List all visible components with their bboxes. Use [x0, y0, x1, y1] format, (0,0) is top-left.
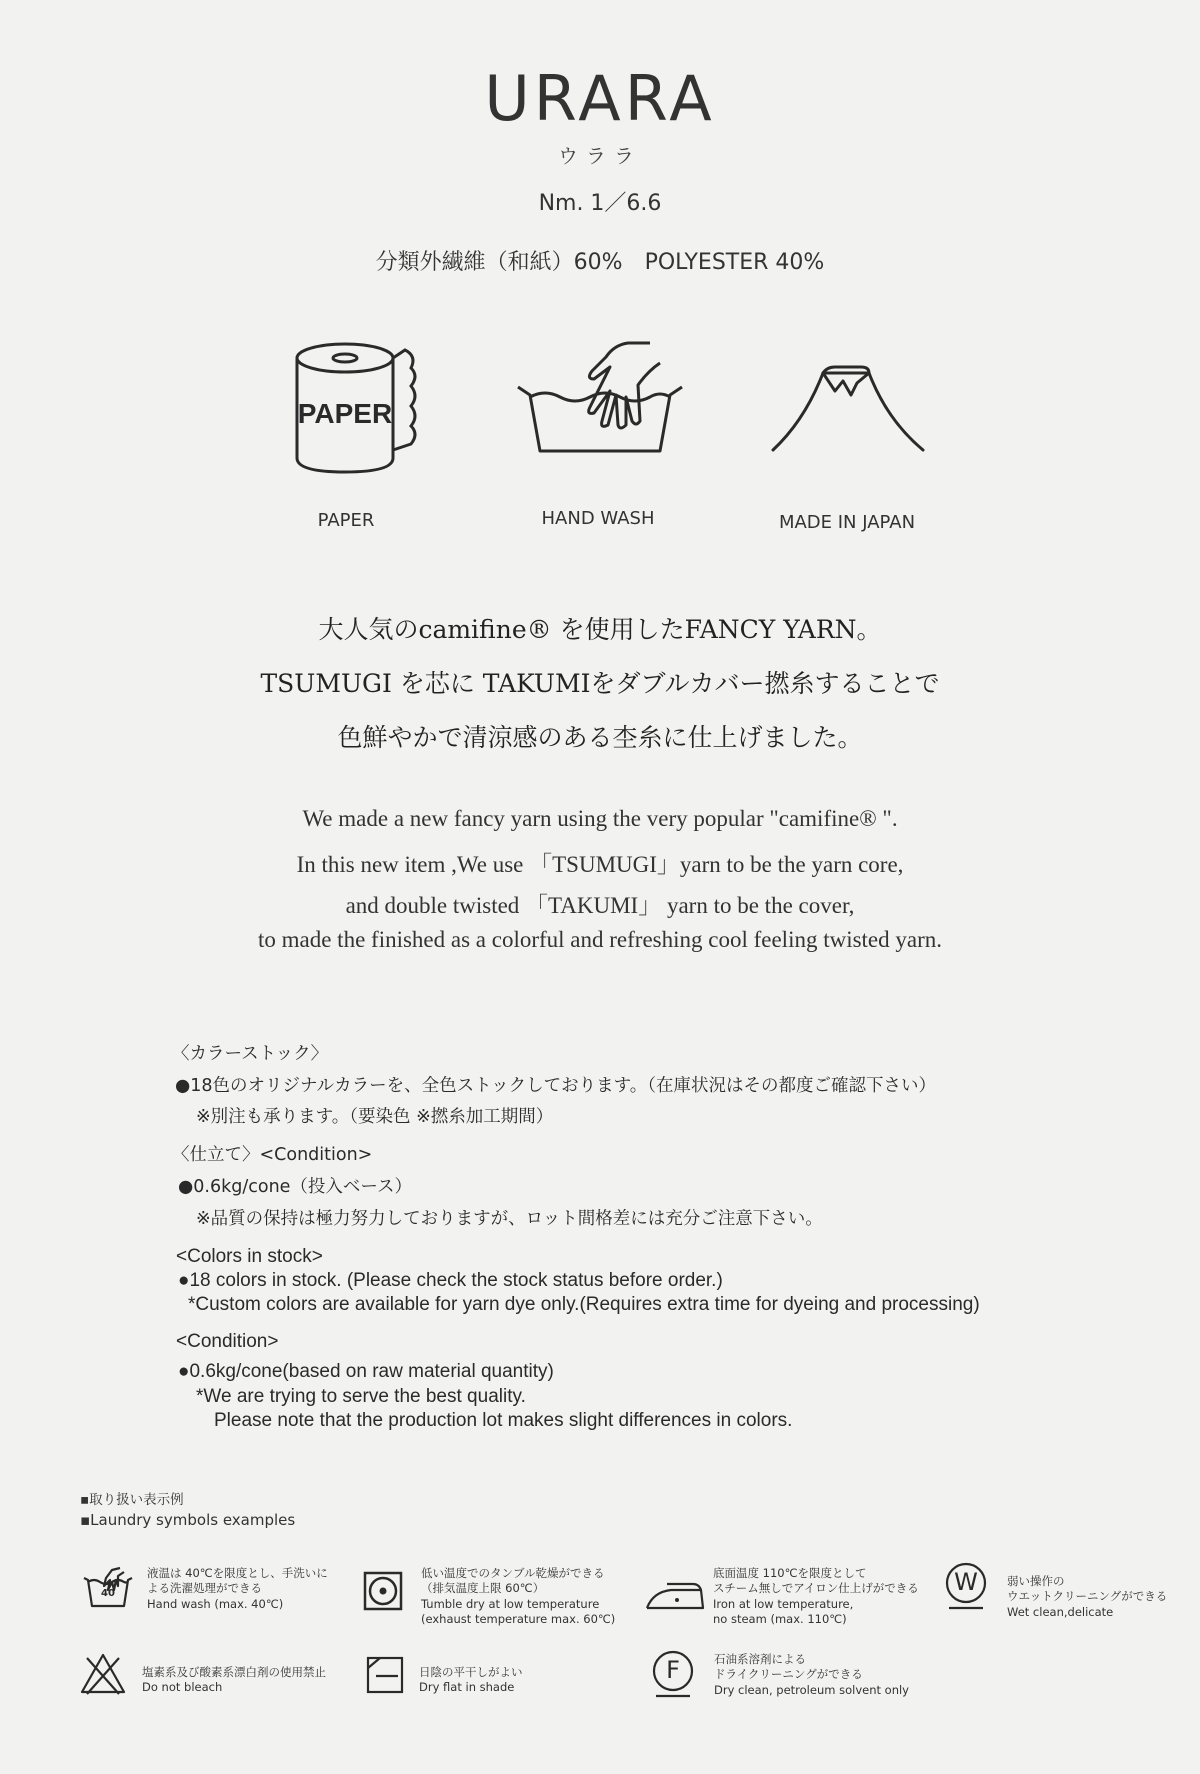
wet-clean-icon: [943, 1562, 989, 1612]
description-en-line-2: In this new item ,We use 「TSUMUGI」yarn to be the yarn core,: [296, 852, 904, 877]
condition-heading-en: <Condition>: [176, 1331, 279, 1352]
care-dry-flat-en-1: Dry flat in shade: [419, 1680, 515, 1694]
description-jp-line-3: 色鮮やかで清涼感のある杢糸に仕上げました。: [337, 723, 863, 752]
paper-roll-icon-text: PAPER: [297, 398, 393, 429]
condition-line-2-jp: ※品質の保持は極力努力しておりますが、ロット間格差には充分ご注意下さい。: [196, 1209, 823, 1229]
dry-clean-f-icon-text: F: [666, 1656, 680, 1684]
care-hand-wash-en-1: Hand wash (max. 40℃): [147, 1597, 284, 1611]
condition-line-2-en: *We are trying to serve the best quality.: [196, 1386, 526, 1407]
feature-label-made-in-japan: MADE IN JAPAN: [778, 512, 916, 533]
care-iron-en-2: no steam (max. 110℃): [713, 1612, 847, 1626]
wet-clean-icon-text: W: [954, 1568, 978, 1596]
mount-fuji-icon: [765, 345, 935, 465]
paper-roll-icon: [285, 330, 445, 490]
care-dry-clean-jp-2: ドライクリーニングができる: [714, 1667, 863, 1681]
description-jp-line-1: 大人気のcamifine® を使用したFANCY YARN。: [318, 615, 882, 644]
dry-flat-shade-icon: [366, 1656, 404, 1694]
color-stock-line-1-en: ●18 colors in stock. (Please check the stock status before order.): [178, 1270, 723, 1291]
care-iron-jp-2: スチーム無しでアイロン仕上げができる: [713, 1581, 919, 1595]
laundry-heading-jp: ▪取り扱い表示例: [80, 1492, 184, 1508]
description-jp-line-2: TSUMUGI を芯に TAKUMIをダブルカバー撚糸することで: [260, 669, 940, 698]
description-en-line-1: We made a new fancy yarn using the very popular "camifine® ".: [302, 806, 898, 831]
feature-label-paper: PAPER: [317, 510, 375, 531]
dry-clean-f-icon: [650, 1650, 696, 1700]
description-en-line-4: to made the finished as a colorful and refreshing cool feeling twisted yarn.: [257, 927, 943, 952]
iron-low-icon: [645, 1578, 707, 1612]
care-iron-jp-1: 底面温度 110℃を限度として: [713, 1566, 867, 1580]
laundry-heading-en: ▪Laundry symbols examples: [80, 1511, 296, 1529]
care-dry-clean-jp-1: 石油系溶剤による: [714, 1652, 806, 1666]
description-en-line-3: and double twisted 「TAKUMI」 yarn to be the cover,: [345, 893, 855, 918]
condition-heading-jp: 〈仕立て〉<Condition>: [172, 1145, 373, 1165]
color-stock-heading-en: <Colors in stock>: [176, 1246, 323, 1267]
feature-label-hand-wash: HAND WASH: [541, 508, 655, 529]
care-iron-en-1: Iron at low temperature,: [713, 1597, 854, 1611]
care-no-bleach-en-1: Do not bleach: [142, 1680, 223, 1694]
product-title: URARA: [484, 62, 716, 135]
care-dry-flat-jp-1: 日陰の平干しがよい: [419, 1665, 523, 1679]
condition-line-3-en: Please note that the production lot makes slight differences in colors.: [214, 1410, 793, 1431]
tumble-dry-low-icon: [363, 1571, 403, 1611]
care-tumble-dry-jp-2: （排気温度上限 60℃）: [421, 1581, 545, 1595]
care-dry-clean-en-1: Dry clean, petroleum solvent only: [714, 1683, 909, 1697]
do-not-bleach-icon: [79, 1652, 127, 1696]
color-stock-line-2-en: *Custom colors are available for yarn dye only.(Requires extra time for dyeing and processing): [188, 1294, 980, 1315]
care-wet-clean-jp-1: 弱い操作の: [1007, 1574, 1065, 1588]
care-tumble-dry-en-1: Tumble dry at low temperature: [421, 1597, 600, 1611]
fiber-composition: 分類外繊維（和紙）60% POLYESTER 40%: [375, 250, 825, 275]
condition-line-1-jp: ●0.6kg/cone（投入ベース）: [178, 1177, 413, 1197]
color-stock-line-2-jp: ※別注も承ります。（要染色 ※撚糸加工期間）: [196, 1107, 554, 1127]
care-wet-clean-jp-2: ウエットクリーニングができる: [1007, 1589, 1168, 1603]
hand-wash-40-icon-text: 40: [101, 1588, 115, 1599]
product-title-kana: ウララ: [558, 144, 642, 168]
care-hand-wash-jp-1: 液温は 40℃を限度とし、手洗いに: [147, 1566, 328, 1580]
care-tumble-dry-en-2: (exhaust temperature max. 60℃): [421, 1612, 616, 1626]
care-no-bleach-jp-1: 塩素系及び酸素系漂白剤の使用禁止: [142, 1665, 326, 1679]
hand-wash-icon: [510, 335, 690, 465]
color-stock-line-1-jp: ●18色のオリジナルカラーを、全色ストックしております。（在庫状況はその都度ご確認下さい）: [175, 1076, 936, 1096]
care-wet-clean-en-1: Wet clean,delicate: [1007, 1605, 1114, 1619]
condition-line-1-en: ●0.6kg/cone(based on raw material quantity): [178, 1361, 554, 1382]
color-stock-heading-jp: 〈カラーストック〉: [172, 1044, 329, 1064]
hand-wash-40-icon: [82, 1566, 134, 1610]
yarn-count: Nm. 1／6.6: [538, 191, 662, 216]
care-hand-wash-jp-2: よる洗濯処理ができる: [147, 1581, 262, 1595]
care-tumble-dry-jp-1: 低い温度でのタンブル乾燥ができる: [421, 1566, 605, 1580]
